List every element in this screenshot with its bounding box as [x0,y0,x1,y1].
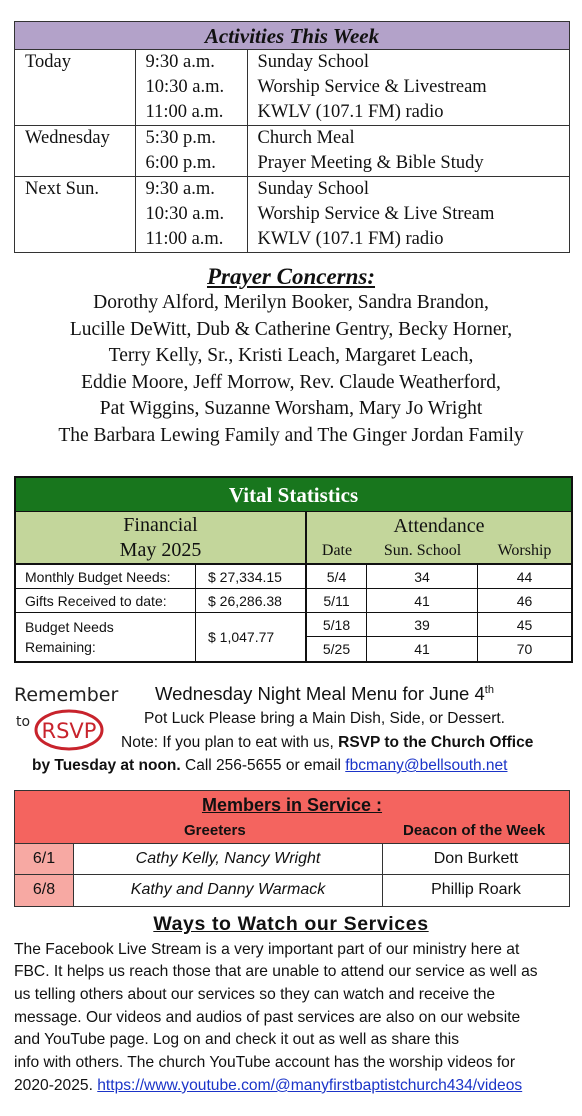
financial-period: May 2025 [119,539,202,561]
logo-to-text: to [16,714,31,730]
deacon-header: Deacon of the Week [403,822,546,839]
activity-event: Prayer Meeting & Bible Study [257,153,484,173]
activity-time: 10:30 a.m. [135,75,247,100]
attendance-date: 5/25 [307,637,367,661]
activity-event: Sunday School [247,177,569,203]
budget-remaining-label-line: Budget Needs [25,619,114,635]
watch-paragraph-line: info with others. The church YouTube account has the worship videos for [14,1054,516,1071]
attendance-row [307,637,571,661]
prayer-title: Prayer Concerns: [206,264,376,289]
budget-needs-value: $ 27,334.15 [208,569,282,585]
email-link[interactable]: fbcmany@bellsouth.net [345,757,508,774]
watch-paragraph-line: The Facebook Live Stream is a very important part of our ministry here at [14,941,520,958]
activity-row [15,126,569,152]
activity-time: 11:00 a.m. [135,227,247,252]
watch-paragraph-line: message. Our videos and audios of past services are also on our website [14,1009,521,1026]
members-in-service [14,790,570,907]
activity-day: Next Sun. [15,177,135,253]
logo-remember-text: Remember [14,684,119,706]
service-date: 6/8 [15,875,74,906]
service-row [15,844,569,875]
watch-years: 2020-2025. [14,1077,98,1094]
meal-title-sup: th [484,683,494,696]
meal-contact-text: Call 256-5655 or email [180,757,346,774]
attendance-date: 5/18 [307,613,367,636]
attendance-row [307,565,571,589]
attendance-date: 5/11 [307,589,367,612]
financial-row [16,613,305,661]
activity-event: KWLV (107.1 FM) radio [257,102,444,122]
service-deacon: Phillip Roark [431,881,521,898]
meal-section [0,675,582,780]
attendance-sunday-school: 41 [367,589,478,612]
watch-paragraph-line: and YouTube page. Log on and check it out as well as share this [14,1031,460,1048]
greeters-header: Greeters [184,822,246,839]
activity-event: Worship Service & Live Stream [257,204,495,224]
attendance-row [307,589,571,613]
activity-event: KWLV (107.1 FM) radio [257,229,444,249]
attendance-date: 5/4 [307,565,367,588]
budget-remaining-label [16,613,196,661]
service-greeters: Kathy and Danny Warmack [74,875,383,906]
vital-statistics [14,476,573,663]
prayer-line: Lucille DeWitt, Dub & Catherine Gentry, Becky Horner, [69,318,513,340]
vital-subheader [16,512,571,565]
watch-paragraph-line: us telling others about our services so they can watch and receive the [14,986,496,1003]
meal-title-text: Wednesday Night Meal Menu for June 4 [155,683,485,704]
financial-label: Financial [123,514,198,536]
activity-time: 6:00 p.m. [135,151,247,177]
prayer-line: The Barbara Lewing Family and The Ginger Jordan Family [58,424,524,446]
activities-table [14,21,570,253]
service-greeters: Cathy Kelly, Nancy Wright [74,844,383,874]
meal-note [121,734,533,752]
activity-row [15,50,569,75]
prayer-line: Eddie Moore, Jeff Morrow, Rev. Claude Weatherford, [81,371,501,393]
col-worship-header: Worship [497,542,552,559]
activities-schedule [15,50,569,252]
service-header [15,791,569,844]
activity-row [15,177,569,203]
watch-title: Ways to Watch our Services [153,913,429,935]
financial-row [16,565,305,589]
meal-description: Pot Luck Please bring a Main Dish, Side, or Dessert. [144,710,505,727]
col-date-header: Date [321,542,353,559]
watch-paragraph-line: FBC. It helps us reach those that are unable to attend our service as well as [14,963,538,980]
financial-header [16,512,307,563]
activities-title: Activities This Week [15,22,569,50]
activity-time: 9:30 a.m. [135,50,247,75]
youtube-link[interactable]: https://www.youtube.com/@manyfirstbaptistchurch434/videos [97,1077,523,1094]
attendance-label: Attendance [393,515,485,537]
prayer-line: Pat Wiggins, Suzanne Worsham, Mary Jo Wright [99,398,483,420]
activity-time: 9:30 a.m. [135,177,247,203]
remember-rsvp-logo [12,679,119,754]
financial-row [16,589,305,613]
service-row [15,875,569,906]
budget-needs-label: Monthly Budget Needs: [16,565,196,588]
attendance-sunday-school: 41 [367,637,478,661]
prayer-line: Dorothy Alford, Merilyn Booker, Sandra Brandon, [93,292,489,313]
budget-remaining-label-line: Remaining: [25,639,96,655]
service-date: 6/1 [15,844,74,874]
vital-title: Vital Statistics [16,478,571,512]
attendance-header [307,512,571,563]
logo-rsvp-text: RSVP [41,719,97,743]
activity-event: Worship Service & Livestream [257,77,487,97]
budget-remaining-value: $ 1,047.77 [208,629,275,645]
gifts-received-label: Gifts Received to date: [16,589,196,612]
financial-table [16,565,307,661]
ways-to-watch [0,912,582,1094]
meal-note-rsvp: RSVP to the Church Office [338,734,534,751]
prayer-concerns [0,264,582,450]
attendance-row [307,613,571,637]
meal-title [155,683,494,705]
attendance-worship: 44 [516,569,533,585]
service-deacon: Don Burkett [433,850,519,867]
activity-day: Wednesday [15,126,135,177]
attendance-sunday-school: 39 [367,613,478,636]
activity-event: Church Meal [247,126,569,152]
activity-time: 11:00 a.m. [135,100,247,126]
prayer-line: Terry Kelly, Sr., Kristi Leach, Margaret Leach, [108,345,474,367]
activity-event: Sunday School [257,52,370,72]
attendance-table [307,565,571,661]
meal-deadline: by Tuesday at noon. [32,757,181,774]
meal-contact [32,757,507,775]
watch-paragraph-line [14,1075,522,1097]
activity-time: 10:30 a.m. [135,202,247,227]
attendance-worship: 46 [516,593,533,609]
col-sunday-school-header: Sun. School [383,542,462,559]
meal-note-text: Note: If you plan to eat with us, [121,734,339,751]
attendance-worship: 70 [516,641,533,657]
activity-day: Today [15,50,135,126]
gifts-received-value: $ 26,286.38 [208,593,282,609]
attendance-sunday-school: 34 [367,565,478,588]
activity-time: 5:30 p.m. [135,126,247,152]
attendance-worship: 45 [516,617,533,633]
service-title: Members in Service : [201,795,383,815]
